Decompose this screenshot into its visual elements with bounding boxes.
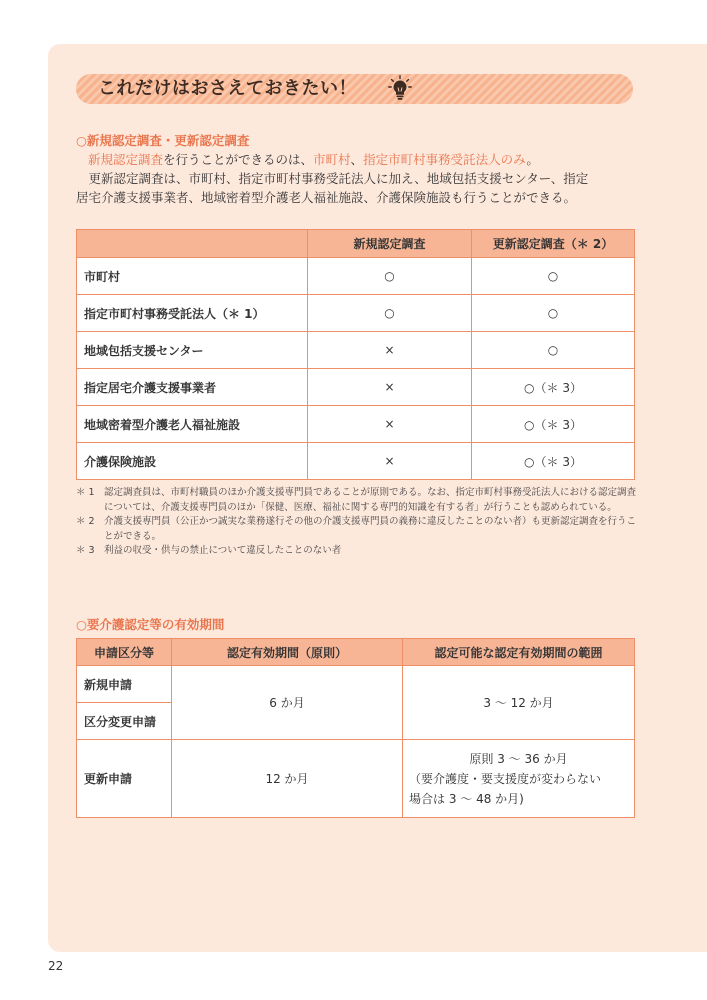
new-survey-mark: ○	[308, 258, 472, 295]
new-survey-mark: ×	[308, 332, 472, 369]
table-row	[77, 740, 635, 818]
validity-table	[76, 638, 635, 818]
page-number: 22	[48, 959, 64, 973]
intro-line-1: 新規認定調査を行うことができるのは、市町村、指定市町村事務受託法人のみ。	[88, 152, 539, 167]
table-row	[77, 443, 635, 480]
footnote-mark: ＊ 3	[76, 545, 95, 556]
row-label: 市町村	[77, 258, 308, 295]
renew-survey-mark: ○	[472, 295, 635, 332]
row-label-change-application: 区分変更申請	[77, 703, 172, 740]
row-label: 地域密着型介護老人福祉施設	[77, 406, 308, 443]
highlight-entrusted-corp: 指定市町村事務受託法人のみ	[363, 152, 527, 167]
highlight-municipality: 市町村	[313, 152, 351, 167]
section-heading-validity: ○要介護認定等の有効期間	[76, 617, 225, 632]
footnote-text: 介護支援専門員（公正かつ誠実な業務遂行その他の介護支援専門員の義務に違反したことのない者）も更新認定調査を行うことができる。	[104, 516, 637, 542]
survey-table	[76, 229, 635, 480]
banner-title: これだけはおさえておきたい！	[98, 78, 357, 99]
row-label: 地域包括支援センター	[77, 332, 308, 369]
table-header-row	[77, 639, 635, 666]
period-new: 6 か月	[172, 666, 403, 740]
new-survey-mark: ×	[308, 369, 472, 406]
header-renew-survey: 更新認定調査（＊ 2）	[472, 230, 635, 258]
row-label-new-application: 新規申請	[77, 666, 172, 703]
footnote-text: 認定調査員は、市町村職員のほか介護支援専門員であることが原則である。なお、指定市町村事務受託法人における認定調査については、介護支援専門員のほか「保健、医療、福祉に関する専門的知識を有する者」が行うことも認められている。	[104, 487, 637, 513]
footnote-3	[76, 544, 636, 559]
intro-line-2: 更新認定調査は、市町村、指定市町村事務受託法人に加え、地域包括支援センター、指定	[76, 171, 589, 186]
new-survey-mark: ×	[308, 406, 472, 443]
renew-survey-mark: ○（＊ 3）	[472, 406, 635, 443]
table-row	[77, 406, 635, 443]
header-category: 申請区分等	[77, 639, 172, 666]
table-row	[77, 295, 635, 332]
renew-survey-mark: ○	[472, 258, 635, 295]
highlight-new-survey: 新規認定調査	[88, 152, 164, 167]
row-label-renewal: 更新申請	[77, 740, 172, 818]
footnotes	[76, 486, 636, 559]
row-label: 指定居宅介護支援事業者	[77, 369, 308, 406]
header-period: 認定有効期間（原則）	[172, 639, 403, 666]
footnote-text: 利益の収受・供与の禁止について違反したことのない者	[104, 545, 342, 556]
new-survey-mark: ○	[308, 295, 472, 332]
header-new-survey: 新規認定調査	[308, 230, 472, 258]
renew-survey-mark: ○（＊ 3）	[472, 369, 635, 406]
footnote-2	[76, 515, 636, 544]
table-row	[77, 258, 635, 295]
renew-survey-mark: ○（＊ 3）	[472, 443, 635, 480]
new-survey-mark: ×	[308, 443, 472, 480]
footnote-mark: ＊ 1	[76, 487, 95, 498]
section-heading-survey: ○新規認定調査・更新認定調査	[76, 133, 250, 148]
intro-line-3: 居宅介護支援事業者、地域密着型介護老人福祉施設、介護保険施設も行うことができる。	[76, 190, 577, 205]
range-renewal	[403, 740, 635, 818]
header-range: 認定可能な認定有効期間の範囲	[403, 639, 635, 666]
row-label: 指定市町村事務受託法人（＊ 1）	[77, 295, 308, 332]
footnote-1	[76, 486, 636, 515]
range-renewal-line-3: 場合は 3 〜 48 か月)	[409, 791, 524, 806]
renew-survey-mark: ○	[472, 332, 635, 369]
period-renewal: 12 か月	[172, 740, 403, 818]
table-row	[77, 369, 635, 406]
table-header-row	[77, 230, 635, 258]
table-row	[77, 666, 635, 703]
row-label: 介護保険施設	[77, 443, 308, 480]
range-new: 3 〜 12 か月	[403, 666, 635, 740]
lightbulb-icon	[388, 75, 412, 103]
range-renewal-line-1: 原則 3 〜 36 か月	[469, 751, 568, 766]
footnote-mark: ＊ 2	[76, 516, 95, 527]
range-renewal-line-2: （要介護度・要支援度が変わらない	[409, 771, 602, 786]
header-blank	[77, 230, 308, 258]
table-row	[77, 332, 635, 369]
